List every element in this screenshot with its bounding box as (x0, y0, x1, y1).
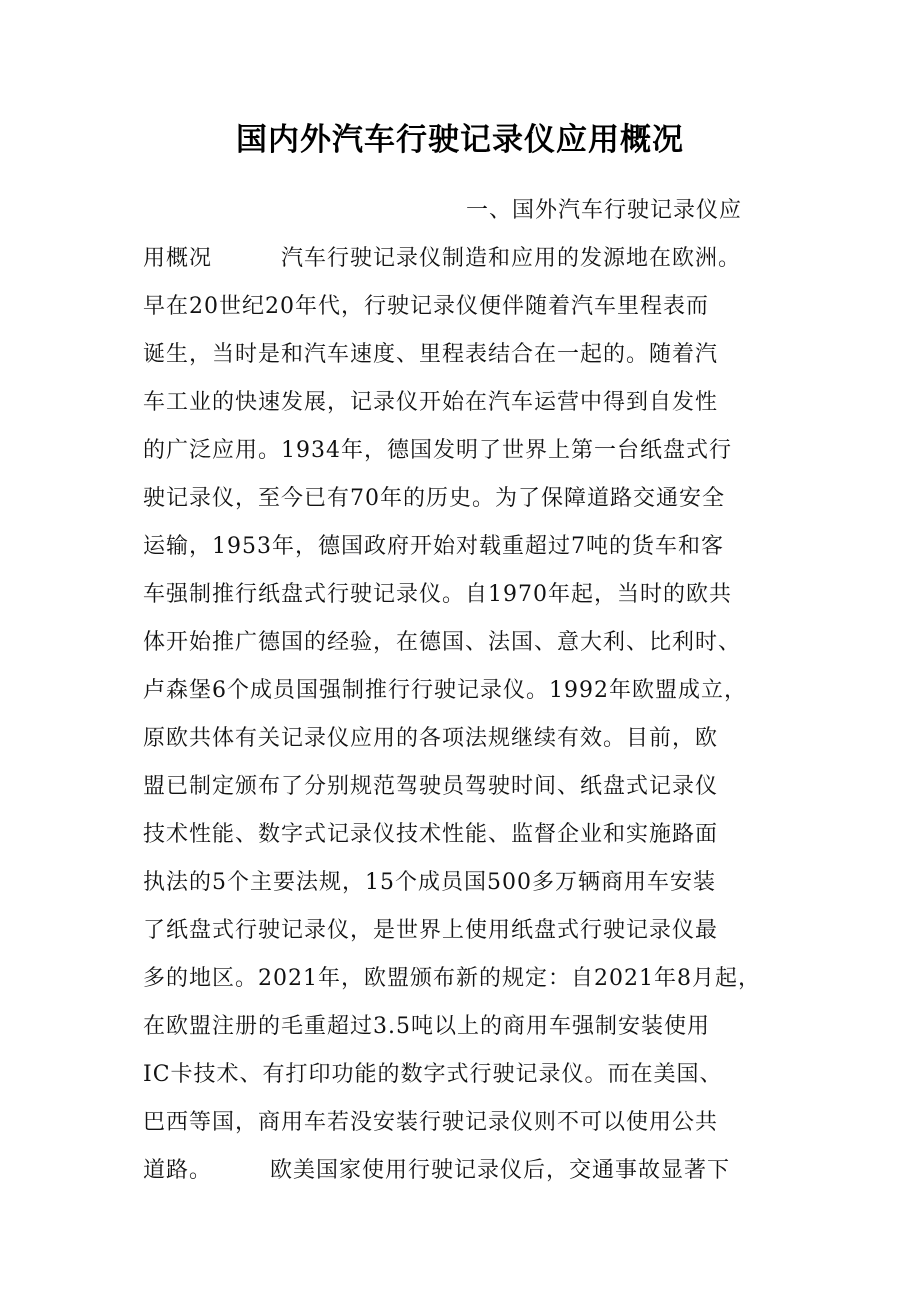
body-text-line: 车工业的快速发展，记录仪开始在汽车运营中得到自发性 (143, 390, 719, 415)
body-text-line: 车强制推行纸盘式行驶记录仪。自1970年起，当时的欧共 (143, 582, 732, 607)
body-text-line: 盟已制定颁布了分别规范驾驶员驾驶时间、纸盘式记录仪 (143, 774, 719, 799)
body-text-line: 诞生，当时是和汽车速度、里程表结合在一起的。随着汽 (143, 342, 719, 367)
page-title: 国内外汽车行驶记录仪应用概况 (236, 122, 684, 158)
body-text-line: 用概况 汽车行驶记录仪制造和应用的发源地在欧洲。 (143, 246, 742, 271)
body-text-line: 道路。 欧美国家使用行驶记录仪后，交通事故显著下 (143, 1158, 731, 1183)
body-text-line: 早在20世纪20年代，行驶记录仪便伴随着汽车里程表而 (143, 294, 709, 319)
body-text-line: 执法的5个主要法规，15个成员国500多万辆商用车安装 (143, 870, 716, 895)
body-text-line: 的广泛应用。1934年，德国发明了世界上第一台纸盘式行 (143, 438, 732, 463)
body-text-line: 在欧盟注册的毛重超过3.5吨以上的商用车强制安装使用 (143, 1014, 710, 1039)
body-text-line: 多的地区。2021年，欧盟颁布新的规定：自2021年8月起， (143, 966, 761, 991)
section-heading: 一、国外汽车行驶记录仪应 (466, 198, 743, 223)
body-text-line: 驶记录仪，至今已有70年的历史。为了保障道路交通安全 (143, 486, 725, 511)
body-text-line: 运输，1953年，德国政府开始对载重超过7吨的货车和客 (143, 534, 724, 559)
body-text-line: 了纸盘式行驶记录仪，是世界上使用纸盘式行驶记录仪最 (143, 918, 719, 943)
body-text-line: 巴西等国，商用车若没安装行驶记录仪则不可以使用公共 (143, 1110, 719, 1135)
body-text-line: 卢森堡6个成员国强制推行行驶记录仪。1992年欧盟成立， (143, 678, 747, 703)
body-text-line: 体开始推广德国的经验，在德国、法国、意大利、比利时、 (143, 630, 742, 655)
body-text-line: IC卡技术、有打印功能的数字式行驶记录仪。而在美国、 (143, 1062, 723, 1087)
body-text-line: 原欧共体有关记录仪应用的各项法规继续有效。目前，欧 (143, 726, 719, 751)
body-text-line: 技术性能、数字式记录仪技术性能、监督企业和实施路面 (143, 822, 719, 847)
